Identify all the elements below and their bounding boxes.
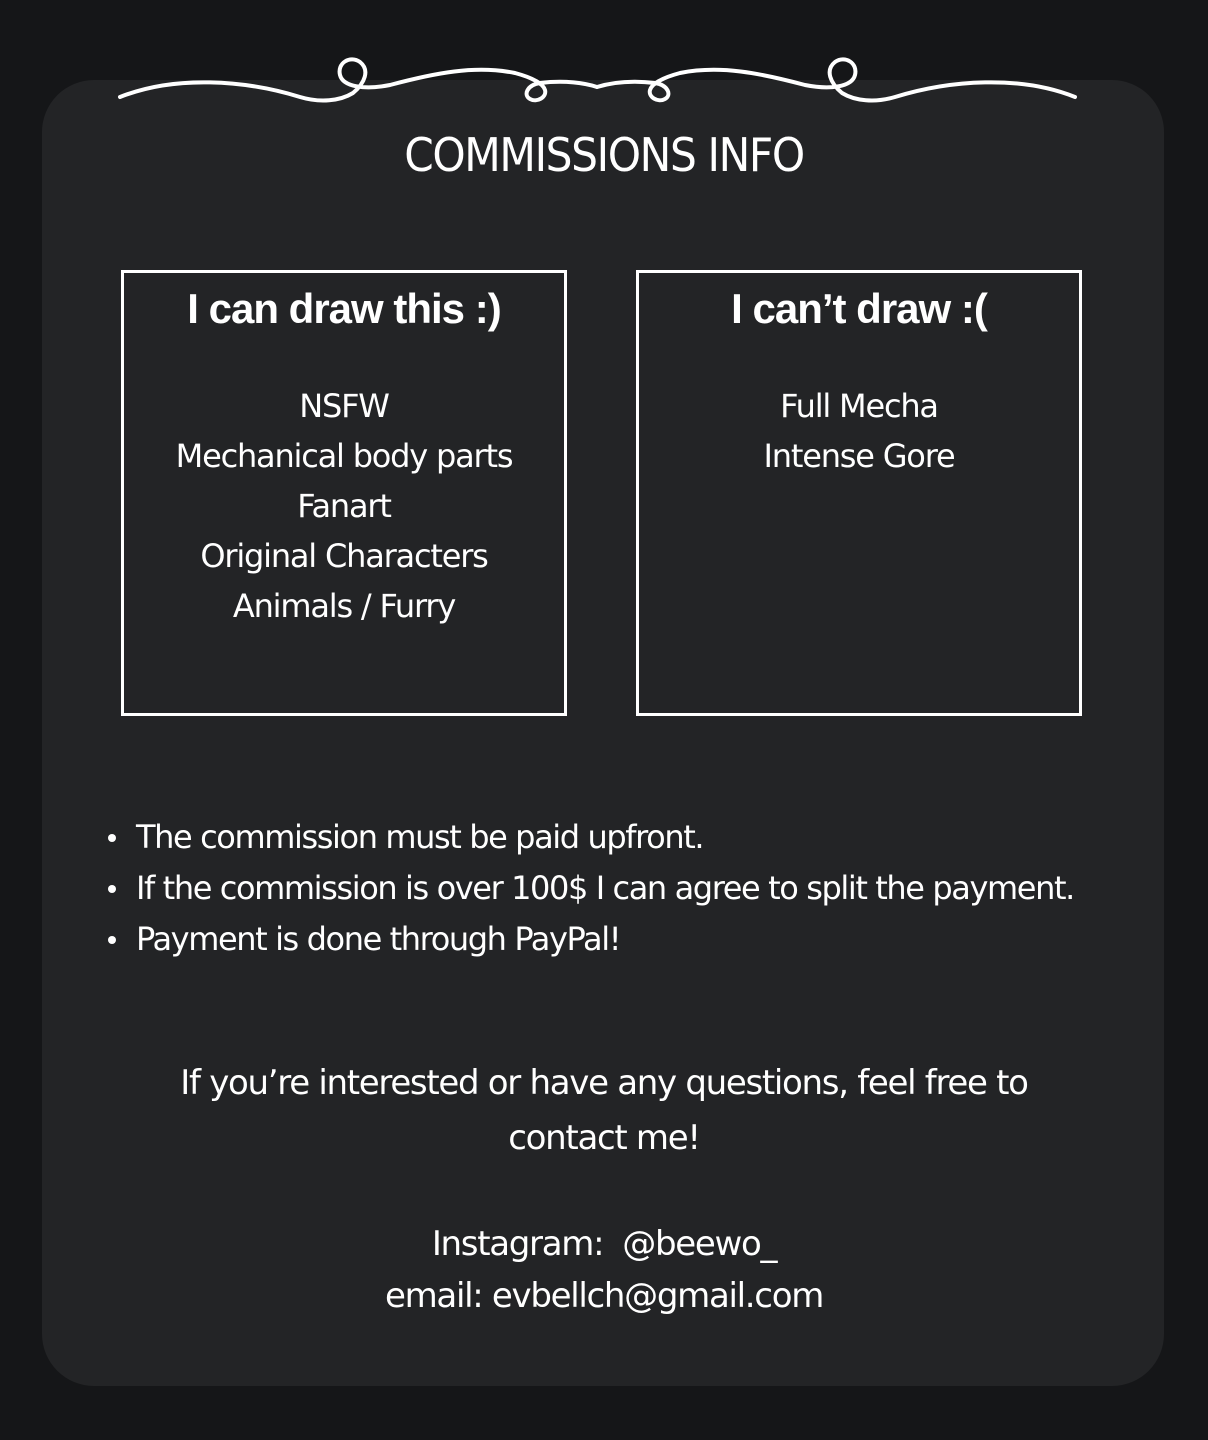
rule-item [100, 812, 1074, 863]
can-draw-box [121, 270, 567, 716]
list-item: Full Mecha [780, 387, 938, 425]
list-item: Intense Gore [763, 437, 955, 475]
list-item: Fanart [297, 487, 391, 525]
instagram-handle: Instagram: @beewo_ [431, 1224, 777, 1264]
page-title: COMMISSIONS INFO [404, 128, 804, 182]
bullet-icon [108, 936, 116, 944]
list-item: NSFW [299, 387, 389, 425]
decorative-flourish-icon [115, 45, 1080, 115]
cannot-draw-heading: I can’t draw :( [731, 285, 987, 332]
contact-message: If you’re interested or have any questions, feel free to contact me! [180, 1063, 1028, 1158]
cannot-draw-box [636, 270, 1082, 716]
bullet-icon [108, 834, 116, 842]
email-address: email: evbellch@gmail.com [384, 1276, 824, 1316]
list-item: Original Characters [200, 537, 488, 575]
list-item: Animals / Furry [232, 587, 456, 625]
payment-rules-list [100, 812, 1074, 965]
can-draw-heading: I can draw this :) [187, 285, 501, 332]
rule-item [100, 863, 1074, 914]
rule-text: The commission must be paid upfront. [136, 818, 704, 856]
cannot-draw-list [639, 381, 1079, 481]
can-draw-list [124, 381, 564, 631]
rule-item [100, 914, 1074, 965]
rule-text: Payment is done through PayPal! [136, 920, 621, 958]
rule-text: If the commission is over 100$ I can agree to split the payment. [136, 869, 1074, 907]
contact-details [0, 1218, 1208, 1322]
list-item: Mechanical body parts [175, 437, 513, 475]
bullet-icon [108, 885, 116, 893]
